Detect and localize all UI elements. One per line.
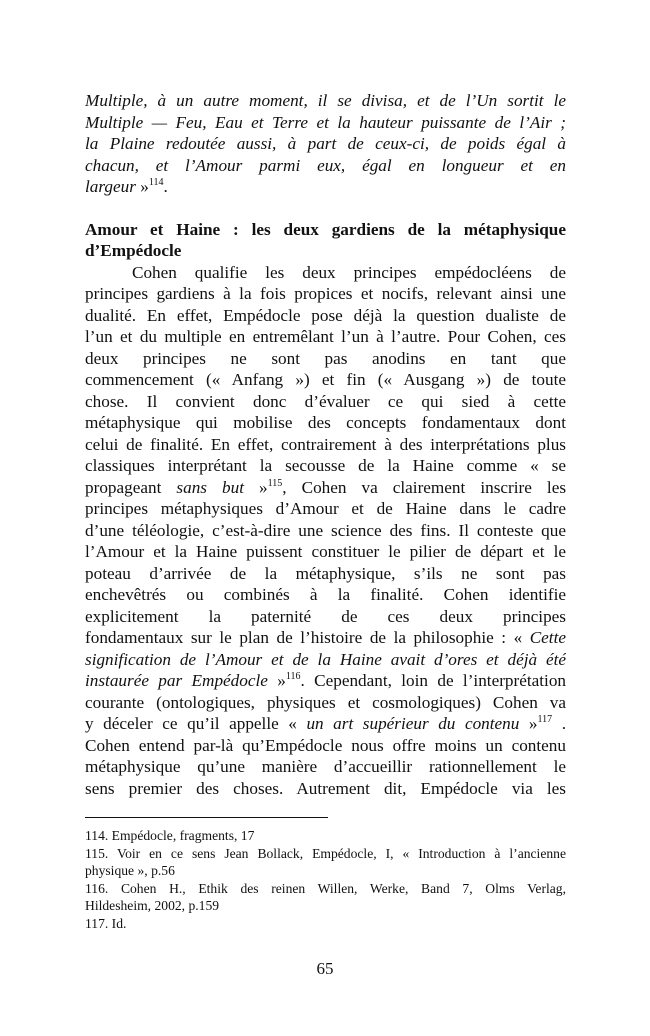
footnote-115: 115. Voir en ce sens Jean Bollack, Empédocle, I, « Introduction à l’ancienne bbox=[85, 845, 566, 861]
body-line: l’un et du multiple en entremêlant l’un à l’autre. Pour Cohen, ces bbox=[85, 327, 566, 346]
body-line: Cohen qualifie les deux principes empédocléens de bbox=[132, 262, 566, 282]
footnote-ref-116: 116 bbox=[285, 671, 301, 682]
body-line: poteau d’arrivée de la métaphysique, s’ils ne sont pas bbox=[85, 563, 566, 583]
page-number: 65 bbox=[316, 959, 334, 978]
footnote-ref-117: 117 bbox=[537, 714, 553, 725]
body-paragraph bbox=[85, 262, 566, 800]
footnote-115-cont: physique », p.56 bbox=[85, 863, 175, 878]
body-line: Cohen entend par-là qu’Empédocle nous offre moins un contenu bbox=[85, 735, 566, 755]
footnote-ref-115: 115 bbox=[267, 477, 283, 489]
body-line: principes gardiens à la fois propices et nocifs, relevant ainsi une bbox=[85, 284, 566, 303]
body-line: courante (ontologiques, physiques et cosmologiques) Cohen va bbox=[85, 692, 566, 712]
body-line: propageant sans but »$^{115}$, Cohen va clairement inscrire les bbox=[85, 477, 566, 497]
body-line: d’une téléologie, c’est-à-dire une science des fins. Il conteste que bbox=[85, 520, 566, 540]
footnote-117: 117. Id. bbox=[85, 915, 127, 931]
quote-line-last: largeur »$^{114}$. bbox=[85, 177, 168, 196]
body-line: explicitement la paternité de ces deux principes bbox=[85, 606, 566, 626]
quote-line: Multiple, à un autre moment, il se divisa, et de l’Un sortit le bbox=[85, 91, 566, 110]
quote-line: Multiple — Feu, Eau et Terre et la hauteur puissante de l’Air ; bbox=[85, 112, 566, 132]
footnote-114: 114. Empédocle, fragments, 17 bbox=[85, 828, 255, 843]
body-line: métaphysique qu’une manière d’accueillir rationnellement le bbox=[85, 757, 566, 776]
body-line: signification de l’Amour et de la Haine avait d’ores et déjà été bbox=[85, 649, 566, 669]
body-line: sens premier des choses. Autrement dit, Empédocle via les bbox=[85, 778, 566, 798]
body-line: deux principes ne sont pas anodins en tant que bbox=[85, 348, 566, 368]
body-line: enchevêtrés ou combinés à la finalité. Cohen identifie bbox=[85, 585, 566, 604]
body-line: classiques interprétant la secousse de la Haine comme « se bbox=[85, 456, 566, 475]
body-line: chose. Il convient donc d’évaluer ce qui sied à cette bbox=[85, 391, 566, 411]
quote-line: la Plaine redoutée aussi, à part de ceux-ci, de poids égal à bbox=[85, 134, 566, 153]
body-line: l’Amour et la Haine puissent constituer le pilier de départ et le bbox=[85, 542, 566, 561]
footnote-ref-114: 114 bbox=[148, 177, 164, 188]
body-line: principes métaphysiques d’Amour et de Haine dans le cadre bbox=[85, 499, 566, 518]
footnote-116-cont: Hildesheim, 2002, p.159 bbox=[85, 898, 220, 913]
section-heading bbox=[85, 219, 566, 262]
heading-line: d’Empédocle bbox=[85, 241, 182, 260]
body-line: fondamentaux sur le plan de l’histoire de la philosophie : « Cette bbox=[85, 628, 566, 647]
heading-line: Amour et Haine : les deux gardiens de la métaphysique bbox=[85, 219, 566, 239]
quote-line: chacun, et l’Amour parmi eux, égal en longueur et en bbox=[85, 155, 566, 175]
body-line: métaphysique qui mobilise des concepts fondamentaux dont bbox=[85, 413, 566, 432]
page-body bbox=[85, 90, 566, 799]
quote-block bbox=[85, 90, 566, 198]
footnote-divider bbox=[85, 817, 328, 818]
body-line: instaurée par Empédocle »$^{116}$. Cependant, loin de l’interprétation bbox=[85, 671, 566, 690]
footnotes bbox=[85, 827, 566, 932]
body-line: dualité. En effet, Empédocle pose déjà la question dualiste de bbox=[85, 305, 566, 325]
body-line: y déceler ce qu’il appelle « un art supérieur du contenu »$^{117}$ . bbox=[85, 714, 566, 733]
footnote-116: 116. Cohen H., Ethik des reinen Willen, Werke, Band 7, Olms Verlag, bbox=[85, 880, 566, 896]
body-line: commencement (« Anfang ») et fin (« Ausgang ») de toute bbox=[85, 370, 566, 389]
body-line: celui de finalité. En effet, contrairement à des interprétations plus bbox=[85, 434, 566, 454]
